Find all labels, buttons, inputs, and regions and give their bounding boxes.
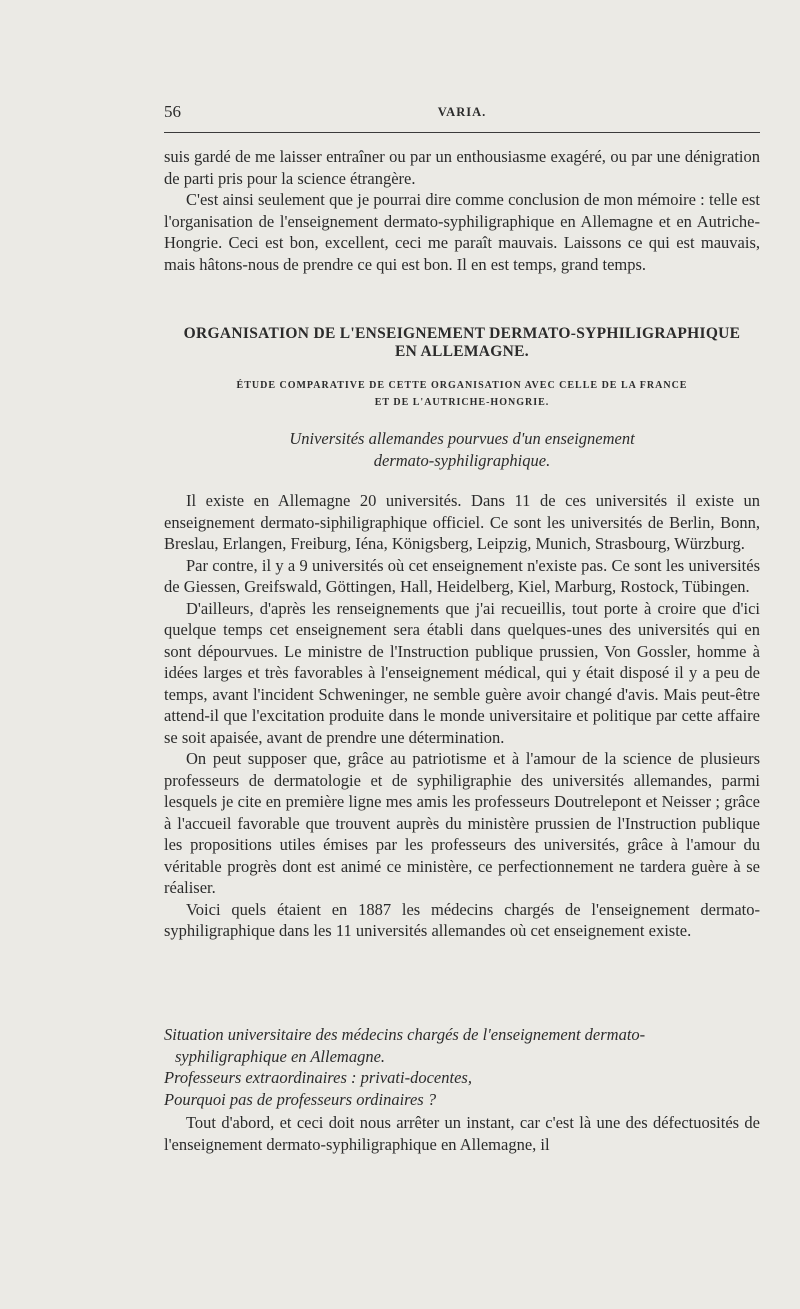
paragraph: Tout d'abord, et ceci doit nous arrêter un instant, car c'est là une des défectuosités de l'enseignement dermato-syphiligraphique en Allemagne, il — [164, 1113, 760, 1154]
situation-line: syphiligraphique en Allemagne. — [175, 1046, 386, 1066]
paragraph: C'est ainsi seulement que je pourrai dire comme conclusion de mon mémoire : telle est l'organisation de l'enseignement dermato-syphiligraphique en Allemagne et en Autriche-Hongrie. Ceci est bon, excellent, ceci me paraît mauvais. Laissons ce qui est mauvais, mais hâtons-nous de prendre ce qui est bon. Il en est temps, grand temps. — [164, 190, 760, 274]
chapter-subtitle — [164, 377, 760, 411]
intro-text — [164, 146, 760, 275]
chapter-title — [164, 325, 760, 361]
chapter-subtitle-line: ET DE L'AUTRICHE-HONGRIE. — [374, 397, 550, 408]
paragraph: suis gardé de me laisser entraîner ou par un enthousiasme exagéré, ou par une dénigration de parti pris pour la science étrangère. — [164, 147, 760, 188]
running-head: VARIA. — [437, 105, 487, 119]
paragraph: On peut supposer que, grâce au patriotisme et à l'amour de la science de plusieurs professeurs de dermatologie et de syphiligraphie des universités allemandes, parmi lesquels je cite en première ligne mes amis les professeurs Doutrelepont et Neisser ; grâce à l'accueil favorable que trouvent auprès du ministère prussien de l'Instruction publique les propositions utiles émises par les professeurs des universités, grâce à l'amour du véritable progrès dont est animé ce ministère, ce perfectionnement ne tardera guère à se réaliser. — [164, 749, 760, 897]
page-header — [164, 102, 760, 133]
section-heading-line: Universités allemandes pourvues d'un enseignement — [289, 429, 635, 448]
paragraph: Voici quels étaient en 1887 les médecins chargés de l'enseignement dermato-syphiligraphique dans les 11 universités allemandes où cet enseignement existe. — [164, 899, 760, 940]
paragraph: Par contre, il y a 9 universités où cet enseignement n'existe pas. Ce sont les universités de Giessen, Greifswald, Göttingen, Hall, Heidelberg, Kiel, Marburg, Rostock, Tübingen. — [164, 555, 760, 596]
chapter-title-line: EN ALLEMAGNE. — [395, 343, 529, 360]
chapter-title-line: ORGANISATION DE L'ENSEIGNEMENT DERMATO-SYPHILIGRAPHIQUE — [183, 325, 741, 342]
situation-line: Pourquoi pas de professeurs ordinaires ? — [164, 1089, 437, 1109]
page-number: 56 — [164, 102, 181, 121]
chapter-subtitle-line: ÉTUDE COMPARATIVE DE CETTE ORGANISATION AVEC CELLE DE LA FRANCE — [236, 380, 688, 391]
paragraph: D'ailleurs, d'après les renseignements que j'ai recueillis, tout porte à croire que d'ici quelque temps cet enseignement sera établi dans quelques-unes des universités qui en sont dépourvues. Le ministre de l'Instruction publique prussien, Von Gossler, homme à idées larges et très favorables à l'enseignement médical, qui y était disposé il y a peu de temps, avant l'incident Schweninger, ne semble guère avoir changé d'avis. Mais peut-être attend-il que l'excitation produite dans le monde universitaire et politique par cette affaire se soit apaisée, avant de prendre une détermination. — [164, 598, 760, 747]
section-heading — [164, 428, 760, 472]
situation-heading — [164, 1024, 760, 1110]
section-heading-line: dermato-syphiligraphique. — [373, 451, 551, 470]
situation-line: Professeurs extraordinaires : privati-docentes, — [164, 1068, 472, 1087]
situation-line: Situation universitaire des médecins chargés de l'enseignement dermato- — [164, 1025, 646, 1044]
closing-text — [164, 1112, 760, 1155]
paragraph: Il existe en Allemagne 20 universités. Dans 11 de ces universités il existe un enseignement dermato-siphiligraphique officiel. Ce sont les universités de Berlin, Bonn, Breslau, Erlangen, Freiburg, Iéna, Königsberg, Leipzig, Munich, Strasbourg, Würzburg. — [164, 491, 760, 553]
body-text — [164, 490, 760, 942]
